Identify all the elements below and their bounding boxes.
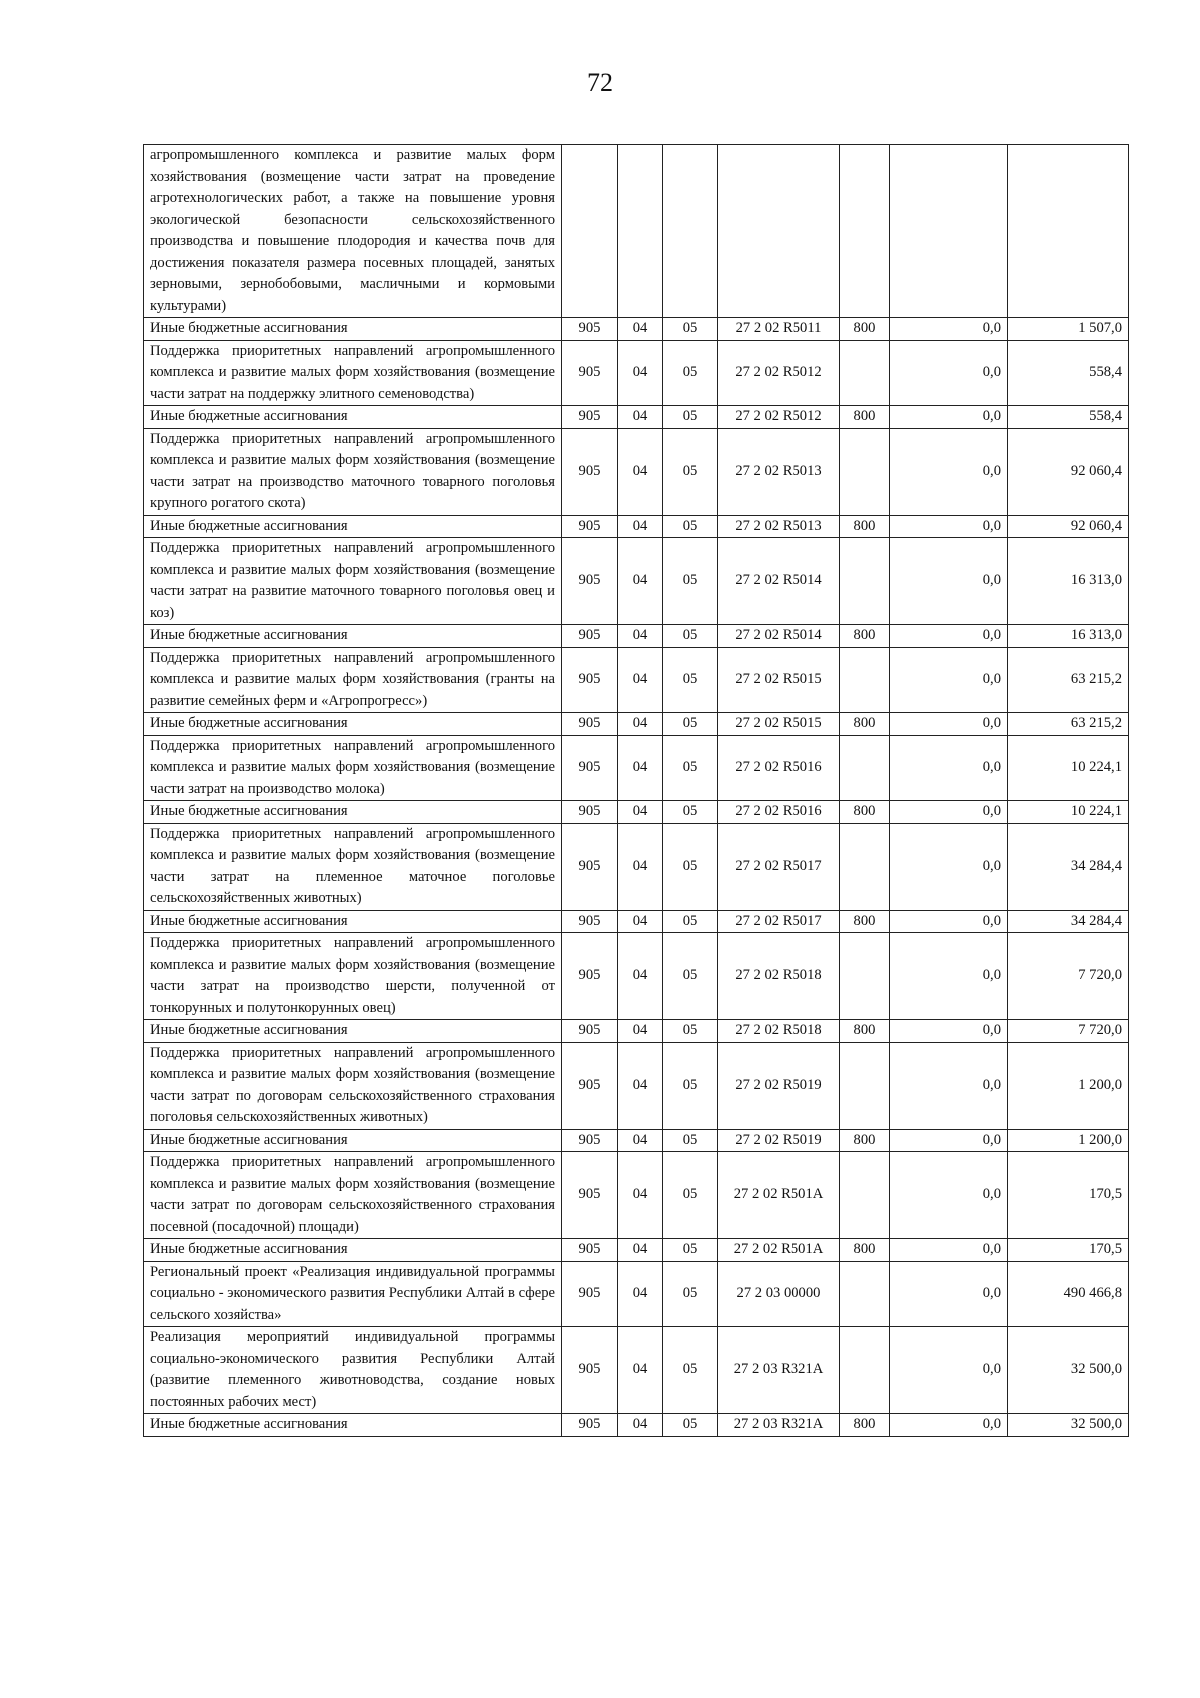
target-article-cell: 27 2 02 R5015: [718, 647, 840, 713]
row-name-cell: Региональный проект «Реализация индивидуальной программы социально - экономического развития Республики Алтай в сфере сельского хозяйства»: [144, 1261, 562, 1327]
grbs-cell: 905: [562, 823, 618, 910]
target-article-cell: 27 2 02 R5019: [718, 1129, 840, 1152]
amount-1-cell: 0,0: [890, 1239, 1008, 1262]
table-row: [144, 823, 1129, 910]
target-article-cell: 27 2 02 R501A: [718, 1152, 840, 1239]
subsection-cell: 05: [663, 318, 718, 341]
amount-2-cell: 170,5: [1008, 1152, 1129, 1239]
amount-1-cell: 0,0: [890, 1020, 1008, 1043]
row-name-cell: Иные бюджетные ассигнования: [144, 318, 562, 341]
row-name-cell: Иные бюджетные ассигнования: [144, 1129, 562, 1152]
expense-type-cell: [840, 647, 890, 713]
target-article-cell: 27 2 02 R5011: [718, 318, 840, 341]
expense-type-cell: [840, 1261, 890, 1327]
subsection-cell: 05: [663, 1327, 718, 1414]
subsection-cell: 05: [663, 933, 718, 1020]
expense-type-cell: 800: [840, 1020, 890, 1043]
expense-type-cell: [840, 735, 890, 801]
amount-2-cell: 1 507,0: [1008, 318, 1129, 341]
row-name-cell: Поддержка приоритетных направлений агропромышленного комплекса и развитие малых форм хозяйствования (гранты на развитие семейных ферм и «Агропрогресс»): [144, 647, 562, 713]
grbs-cell: 905: [562, 428, 618, 515]
subsection-cell: 05: [663, 735, 718, 801]
row-name-cell: Поддержка приоритетных направлений агропромышленного комплекса и развитие малых форм хозяйствования (возмещение части затрат на развитие маточного товарного поголовья овец и коз): [144, 538, 562, 625]
section-cell: 04: [618, 647, 663, 713]
table-row: [144, 625, 1129, 648]
expense-type-cell: 800: [840, 713, 890, 736]
subsection-cell: 05: [663, 538, 718, 625]
section-cell: 04: [618, 538, 663, 625]
row-name-cell: Иные бюджетные ассигнования: [144, 801, 562, 824]
subsection-cell: 05: [663, 1020, 718, 1043]
grbs-cell: 905: [562, 713, 618, 736]
amount-1-cell: 0,0: [890, 713, 1008, 736]
section-cell: 04: [618, 713, 663, 736]
subsection-cell: 05: [663, 1261, 718, 1327]
table-row: [144, 1020, 1129, 1043]
grbs-cell: 905: [562, 933, 618, 1020]
target-article-cell: 27 2 02 R5012: [718, 406, 840, 429]
expense-type-cell: 800: [840, 910, 890, 933]
expense-type-cell: 800: [840, 801, 890, 824]
amount-1-cell: 0,0: [890, 735, 1008, 801]
grbs-cell: 905: [562, 1020, 618, 1043]
section-cell: 04: [618, 340, 663, 406]
amount-1-cell: 0,0: [890, 1414, 1008, 1437]
section-cell: 04: [618, 735, 663, 801]
subsection-cell: 05: [663, 1042, 718, 1129]
amount-2-cell: 558,4: [1008, 340, 1129, 406]
expense-type-cell: [840, 428, 890, 515]
amount-1-cell: 0,0: [890, 318, 1008, 341]
expense-type-cell: 800: [840, 406, 890, 429]
target-article-cell: 27 2 02 R5019: [718, 1042, 840, 1129]
row-name-cell: Иные бюджетные ассигнования: [144, 1239, 562, 1262]
expense-type-cell: [840, 823, 890, 910]
table-row: [144, 515, 1129, 538]
row-name-cell: Поддержка приоритетных направлений агропромышленного комплекса и развитие малых форм хозяйствования (возмещение части затрат на поддержку элитного семеноводства): [144, 340, 562, 406]
amount-1-cell: 0,0: [890, 647, 1008, 713]
subsection-cell: 05: [663, 515, 718, 538]
section-cell: 04: [618, 1239, 663, 1262]
amount-1-cell: 0,0: [890, 1261, 1008, 1327]
grbs-cell: 905: [562, 515, 618, 538]
table-row: [144, 1042, 1129, 1129]
grbs-cell: 905: [562, 647, 618, 713]
subsection-cell: 05: [663, 340, 718, 406]
amount-1-cell: 0,0: [890, 933, 1008, 1020]
grbs-cell: 905: [562, 910, 618, 933]
section-cell: 04: [618, 910, 663, 933]
grbs-cell: 905: [562, 1239, 618, 1262]
subsection-cell: 05: [663, 1129, 718, 1152]
grbs-cell: [562, 145, 618, 318]
table-row: [144, 647, 1129, 713]
amount-1-cell: 0,0: [890, 1327, 1008, 1414]
section-cell: 04: [618, 625, 663, 648]
table-row: [144, 538, 1129, 625]
row-name-cell: Поддержка приоритетных направлений агропромышленного комплекса и развитие малых форм хозяйствования (возмещение части затрат по договорам сельскохозяйственного страхования посевной (посадочной) площади): [144, 1152, 562, 1239]
target-article-cell: 27 2 02 R5018: [718, 1020, 840, 1043]
expense-type-cell: [840, 1152, 890, 1239]
amount-2-cell: 10 224,1: [1008, 801, 1129, 824]
subsection-cell: 05: [663, 713, 718, 736]
expense-type-cell: 800: [840, 1414, 890, 1437]
expense-type-cell: [840, 933, 890, 1020]
table-row: [144, 1327, 1129, 1414]
row-name-cell: Поддержка приоритетных направлений агропромышленного комплекса и развитие малых форм хозяйствования (возмещение части затрат на производство молока): [144, 735, 562, 801]
target-article-cell: 27 2 02 R5014: [718, 538, 840, 625]
grbs-cell: 905: [562, 1152, 618, 1239]
subsection-cell: 05: [663, 1239, 718, 1262]
target-article-cell: 27 2 02 R5012: [718, 340, 840, 406]
expense-type-cell: [840, 1327, 890, 1414]
target-article-cell: 27 2 03 R321A: [718, 1327, 840, 1414]
subsection-cell: 05: [663, 1152, 718, 1239]
grbs-cell: 905: [562, 538, 618, 625]
amount-2-cell: 32 500,0: [1008, 1414, 1129, 1437]
table-row: [144, 406, 1129, 429]
grbs-cell: 905: [562, 340, 618, 406]
expense-type-cell: [840, 538, 890, 625]
amount-2-cell: 7 720,0: [1008, 1020, 1129, 1043]
row-name-cell: агропромышленного комплекса и развитие малых форм хозяйствования (возмещение части затрат на проведение агротехнологических работ, а также на повышение уровня экологической безопасности сельскохозяйственного производства и повышение плодородия и качества почв для достижения показателя размера посевных площадей, занятых зерновыми, зернобобовыми, масличными и кормовыми культурами): [144, 145, 562, 318]
row-name-cell: Поддержка приоритетных направлений агропромышленного комплекса и развитие малых форм хозяйствования (возмещение части затрат на племенное маточное поголовье сельскохозяйственных животных): [144, 823, 562, 910]
expense-type-cell: [840, 340, 890, 406]
table-row: [144, 801, 1129, 824]
table-row: [144, 1239, 1129, 1262]
target-article-cell: 27 2 02 R501A: [718, 1239, 840, 1262]
table-row: [144, 340, 1129, 406]
target-article-cell: 27 2 02 R5016: [718, 801, 840, 824]
amount-2-cell: 1 200,0: [1008, 1042, 1129, 1129]
subsection-cell: 05: [663, 1414, 718, 1437]
section-cell: 04: [618, 428, 663, 515]
amount-1-cell: 0,0: [890, 428, 1008, 515]
section-cell: 04: [618, 1414, 663, 1437]
target-article-cell: 27 2 02 R5013: [718, 428, 840, 515]
target-article-cell: 27 2 02 R5013: [718, 515, 840, 538]
amount-2-cell: 10 224,1: [1008, 735, 1129, 801]
expense-type-cell: 800: [840, 1129, 890, 1152]
amount-1-cell: [890, 145, 1008, 318]
expense-type-cell: 800: [840, 1239, 890, 1262]
expense-type-cell: 800: [840, 515, 890, 538]
target-article-cell: 27 2 02 R5016: [718, 735, 840, 801]
amount-1-cell: 0,0: [890, 515, 1008, 538]
grbs-cell: 905: [562, 625, 618, 648]
section-cell: 04: [618, 1327, 663, 1414]
grbs-cell: 905: [562, 1042, 618, 1129]
table-row: [144, 1261, 1129, 1327]
amount-1-cell: 0,0: [890, 1152, 1008, 1239]
target-article-cell: 27 2 02 R5017: [718, 823, 840, 910]
amount-2-cell: 63 215,2: [1008, 713, 1129, 736]
grbs-cell: 905: [562, 1414, 618, 1437]
amount-2-cell: 490 466,8: [1008, 1261, 1129, 1327]
target-article-cell: 27 2 02 R5017: [718, 910, 840, 933]
expense-type-cell: [840, 1042, 890, 1129]
table-row: [144, 910, 1129, 933]
subsection-cell: 05: [663, 801, 718, 824]
amount-2-cell: 34 284,4: [1008, 823, 1129, 910]
row-name-cell: Иные бюджетные ассигнования: [144, 625, 562, 648]
budget-table: [143, 144, 1129, 1437]
section-cell: 04: [618, 1129, 663, 1152]
section-cell: 04: [618, 823, 663, 910]
amount-2-cell: 34 284,4: [1008, 910, 1129, 933]
amount-1-cell: 0,0: [890, 538, 1008, 625]
target-article-cell: 27 2 02 R5014: [718, 625, 840, 648]
subsection-cell: 05: [663, 910, 718, 933]
amount-1-cell: 0,0: [890, 801, 1008, 824]
expense-type-cell: 800: [840, 625, 890, 648]
amount-2-cell: 63 215,2: [1008, 647, 1129, 713]
subsection-cell: [663, 145, 718, 318]
amount-2-cell: 92 060,4: [1008, 515, 1129, 538]
row-name-cell: Поддержка приоритетных направлений агропромышленного комплекса и развитие малых форм хозяйствования (возмещение части затрат на производство маточного товарного поголовья крупного рогатого скота): [144, 428, 562, 515]
amount-2-cell: 32 500,0: [1008, 1327, 1129, 1414]
amount-2-cell: 16 313,0: [1008, 625, 1129, 648]
amount-2-cell: [1008, 145, 1129, 318]
target-article-cell: 27 2 03 00000: [718, 1261, 840, 1327]
budget-table-body: [144, 145, 1129, 1437]
row-name-cell: Иные бюджетные ассигнования: [144, 406, 562, 429]
target-article-cell: 27 2 02 R5015: [718, 713, 840, 736]
amount-1-cell: 0,0: [890, 406, 1008, 429]
amount-2-cell: 558,4: [1008, 406, 1129, 429]
amount-1-cell: 0,0: [890, 1042, 1008, 1129]
section-cell: 04: [618, 318, 663, 341]
subsection-cell: 05: [663, 647, 718, 713]
grbs-cell: 905: [562, 406, 618, 429]
amount-2-cell: 7 720,0: [1008, 933, 1129, 1020]
amount-1-cell: 0,0: [890, 910, 1008, 933]
table-row: [144, 1152, 1129, 1239]
table-row: [144, 1129, 1129, 1152]
row-name-cell: Иные бюджетные ассигнования: [144, 1414, 562, 1437]
section-cell: 04: [618, 933, 663, 1020]
section-cell: [618, 145, 663, 318]
row-name-cell: Иные бюджетные ассигнования: [144, 1020, 562, 1043]
amount-1-cell: 0,0: [890, 340, 1008, 406]
amount-2-cell: 92 060,4: [1008, 428, 1129, 515]
amount-1-cell: 0,0: [890, 823, 1008, 910]
section-cell: 04: [618, 1152, 663, 1239]
subsection-cell: 05: [663, 823, 718, 910]
section-cell: 04: [618, 801, 663, 824]
row-name-cell: Реализация мероприятий индивидуальной программы социально-экономического развития Республики Алтай (развитие племенного животноводства, создание новых постоянных рабочих мест): [144, 1327, 562, 1414]
table-row: [144, 1414, 1129, 1437]
section-cell: 04: [618, 1261, 663, 1327]
table-row: [144, 933, 1129, 1020]
amount-2-cell: 1 200,0: [1008, 1129, 1129, 1152]
grbs-cell: 905: [562, 1129, 618, 1152]
row-name-cell: Иные бюджетные ассигнования: [144, 713, 562, 736]
grbs-cell: 905: [562, 801, 618, 824]
subsection-cell: 05: [663, 428, 718, 515]
section-cell: 04: [618, 406, 663, 429]
section-cell: 04: [618, 1020, 663, 1043]
row-name-cell: Иные бюджетные ассигнования: [144, 515, 562, 538]
subsection-cell: 05: [663, 625, 718, 648]
grbs-cell: 905: [562, 318, 618, 341]
subsection-cell: 05: [663, 406, 718, 429]
row-name-cell: Поддержка приоритетных направлений агропромышленного комплекса и развитие малых форм хозяйствования (возмещение части затрат на производство шерсти, полученной от тонкорунных и полутонкорунных овец): [144, 933, 562, 1020]
amount-1-cell: 0,0: [890, 1129, 1008, 1152]
amount-2-cell: 170,5: [1008, 1239, 1129, 1262]
section-cell: 04: [618, 1042, 663, 1129]
grbs-cell: 905: [562, 1261, 618, 1327]
row-name-cell: Иные бюджетные ассигнования: [144, 910, 562, 933]
target-article-cell: 27 2 03 R321A: [718, 1414, 840, 1437]
section-cell: 04: [618, 515, 663, 538]
expense-type-cell: [840, 145, 890, 318]
table-row: [144, 735, 1129, 801]
row-name-cell: Поддержка приоритетных направлений агропромышленного комплекса и развитие малых форм хозяйствования (возмещение части затрат по договорам сельскохозяйственного страхования поголовья сельскохозяйственных животных): [144, 1042, 562, 1129]
table-row: [144, 318, 1129, 341]
expense-type-cell: 800: [840, 318, 890, 341]
table-row: [144, 428, 1129, 515]
grbs-cell: 905: [562, 1327, 618, 1414]
table-row: [144, 145, 1129, 318]
target-article-cell: 27 2 02 R5018: [718, 933, 840, 1020]
target-article-cell: [718, 145, 840, 318]
amount-1-cell: 0,0: [890, 625, 1008, 648]
amount-2-cell: 16 313,0: [1008, 538, 1129, 625]
table-row: [144, 713, 1129, 736]
grbs-cell: 905: [562, 735, 618, 801]
page-number: 72: [587, 68, 613, 97]
